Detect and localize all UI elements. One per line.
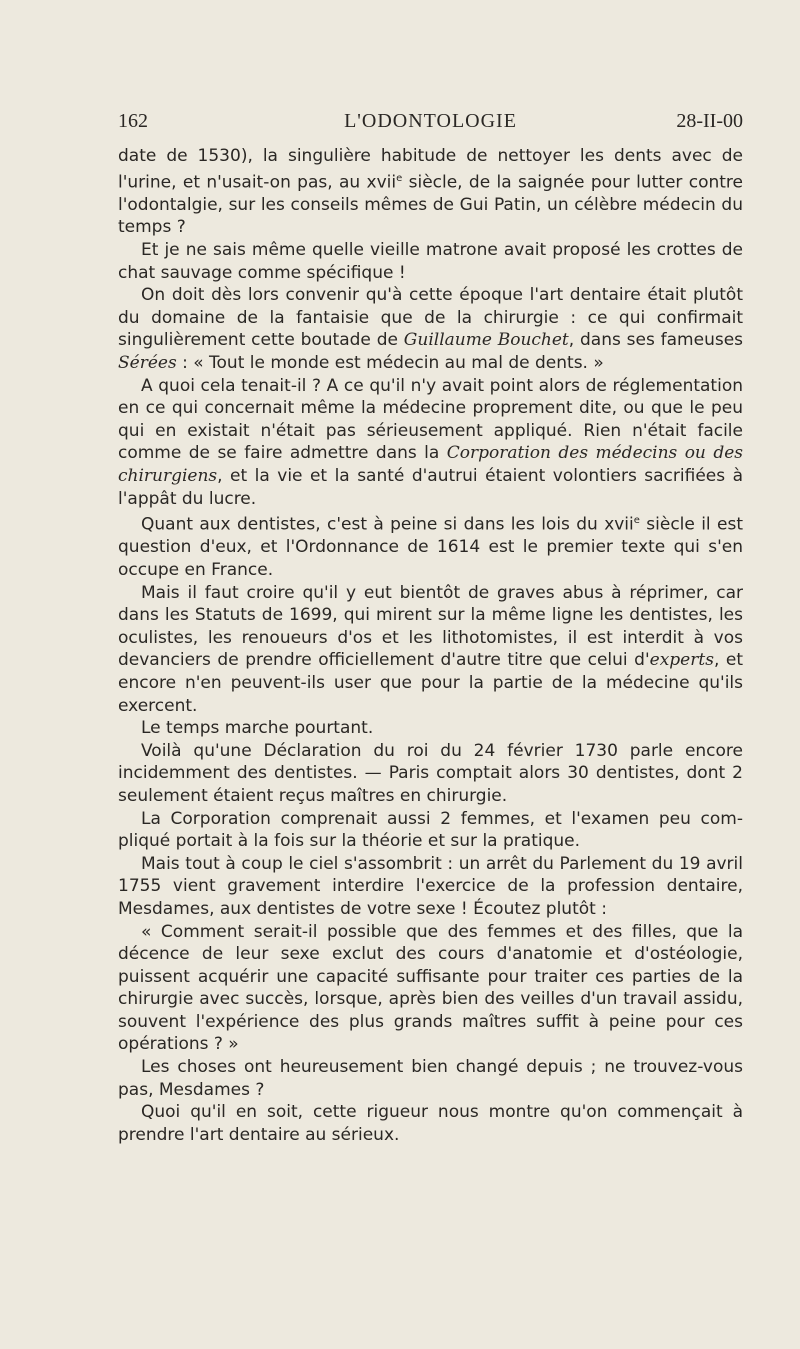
page-number: 162 [118, 110, 148, 132]
paragraph [118, 1056, 743, 1101]
italic-text: experts [649, 650, 714, 671]
superscript: e [396, 172, 403, 184]
issue-date: 28-II-00 [676, 110, 743, 132]
text-run: Et je ne sais même quelle vieille matrone avait proposé les crottes de chat sauvage comme spécifique ! [118, 240, 743, 283]
text-run: : « Tout le monde est médecin au mal de dents. » [176, 353, 604, 373]
text-run: , et encore n'en peuvent-ils user que pour la partie de la médecine qu'ils exercent. [118, 650, 743, 716]
text-run: , et la vie et la santé d'autrui étaient volontiers sacrifiées à l'appât du lucre. [118, 465, 743, 509]
text-run: Mais tout à coup le ciel s'assombrit : un arrêt du Parlement du 19 avril 1755 vient gravement interdire l'exercice de la profession dentaire, Mesdames, aux dentistes de votre sexe ! Écoutez plutôt : [118, 853, 743, 919]
journal-title: L'ODONTOLOGIE [344, 110, 517, 132]
body-text [118, 145, 743, 1146]
text-run: date de 1530), la singulière habitude de nettoyer les dents avec de l'urine, et n'usait-on pas, au xvii [118, 146, 743, 193]
italic-text: Guillaume Bouchet [403, 330, 569, 351]
text-run: « Comment serait-il possible que des femmes et des filles, que la décence de leur sexe exclut des cours d'anatomie et d'ostéologie, puissent acquérir une capacité suffisante pour traiter ces parties de la chirurgie avec succès, lorsque, après bien des veilles d'un travail assidu, souvent l'expérience des plus grands maîtres suffit à peine pour ces opérations ? » [118, 921, 743, 1055]
italic-text: Corporation des médecins ou des chirurgiens [118, 443, 743, 486]
paragraph [118, 145, 743, 239]
text-run: siècle, de la saignée pour lutter contre l'odontalgie, sur les conseils mêmes de Gui Patin, un célèbre médecin du temps ? [118, 172, 744, 238]
text-run: Le temps marche pourtant. [141, 718, 374, 739]
text-run: On doit dès lors convenir qu'à cette époque l'art dentaire était plutôt du domaine de la fantaisie que de la chirurgie : ce qui confirmait singulièrement cette boutade de [118, 285, 743, 351]
paragraph [118, 1101, 743, 1146]
text-run: Les choses ont heureusement bien changé depuis ; ne trouvez-vous pas, Mesdames ? [118, 1057, 743, 1100]
paragraph [118, 717, 743, 740]
text-run: Voilà qu'une Déclaration du roi du 24 février 1730 parle encore incidemment des dentistes. — Paris comptait alors 30 dentistes, dont 2 seulement étaient reçus maîtres en chirurgie. [118, 740, 743, 806]
text-run: siècle il est question d'eux, et l'Ordonnance de 1614 est le premier texte qui s'en occupe en France. [118, 514, 743, 580]
text-run: Quoi qu'il en soit, cette rigueur nous montre qu'on commençait à prendre l'art dentaire au sérieux. [118, 1102, 743, 1145]
text-run: Mais il faut croire qu'il y eut bientôt de graves abus à réprimer, car dans les Statuts de 1699, qui mirent sur la même ligne les dentistes, les oculistes, les renoueurs d'os et les lithotomistes, il est interdit à vos devanciers de prendre officiellement d'autre titre que celui d' [118, 582, 743, 671]
text-run: La Corporation comprenait aussi 2 femmes, et l'examen peu compliqué portait à la fois sur la théorie et sur la pratique. [118, 808, 743, 852]
italic-text: Sérées [118, 353, 177, 373]
running-header [118, 110, 743, 138]
paragraph [118, 284, 743, 374]
paragraph [118, 375, 743, 511]
paragraph [118, 740, 743, 808]
paragraph [118, 808, 743, 853]
text-run: A quoi cela tenait-il ? A ce qu'il n'y avait point alors de réglementation en ce qui concernait même la médecine proprement dite, ou que le peu qui en existait n'était pas sérieusement appliqué. Rien n'était facile comme de se faire admettre dans la [118, 375, 743, 464]
paragraph [118, 510, 743, 581]
paragraph [118, 921, 743, 1057]
superscript: e [633, 515, 640, 527]
paragraph [118, 582, 743, 718]
paragraph [118, 239, 743, 284]
text-run: , dans ses fameuses [568, 330, 744, 351]
text-run: Quant aux dentistes, c'est à peine si dans les lois du xvii [141, 514, 634, 535]
paragraph [118, 853, 743, 921]
